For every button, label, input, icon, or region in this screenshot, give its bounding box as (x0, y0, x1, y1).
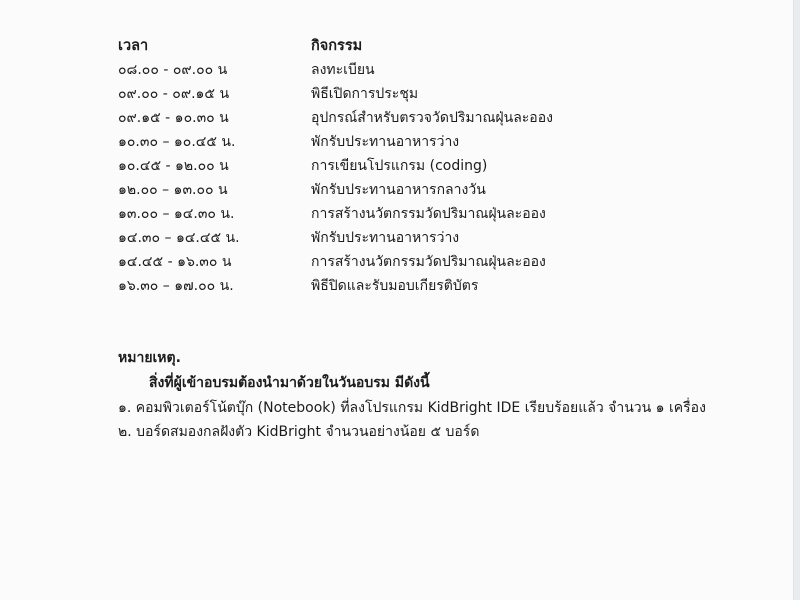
row-activity: การเขียนโปรแกรม (coding) (311, 158, 488, 174)
activity-column-header: กิจกรรม (311, 38, 363, 54)
row-activity: พักรับประทานอาหารว่าง (311, 230, 460, 246)
row-time: ๑๖.๓๐ – ๑๗.๐๐ น. (118, 278, 234, 294)
time-column-header: เวลา (118, 38, 149, 54)
row-activity: พิธีปิดและรับมอบเกียรติบัตร (311, 278, 479, 294)
row-time: ๑๒.๐๐ – ๑๓.๐๐ น (118, 182, 228, 198)
row-activity: อุปกรณ์สำหรับตรวจวัดปริมาณฝุ่นละออง (311, 110, 553, 126)
notes-item: ๑. คอมพิวเตอร์โน้ตบุ๊ก (Notebook) ที่ลงโปรแกรม KidBright IDE เรียบร้อยแล้ว จำนวน ๑ เครื่อง (118, 400, 706, 416)
row-time: ๑๔.๓๐ – ๑๔.๔๕ น. (118, 230, 240, 246)
row-activity: การสร้างนวัตกรรมวัดปริมาณฝุ่นละออง (311, 254, 546, 270)
notes-title: หมายเหตุ. (118, 350, 181, 366)
row-time: ๑๐.๓๐ – ๑๐.๔๕ น. (118, 134, 236, 150)
row-time: ๑๐.๔๕ - ๑๒.๐๐ น (118, 158, 229, 174)
row-time: ๐๙.๐๐ - ๐๙.๑๕ น (118, 86, 230, 102)
notes-item: ๒. บอร์ดสมองกลฝังตัว KidBright จำนวนอย่างน้อย ๕ บอร์ด (118, 424, 480, 440)
row-activity: ลงทะเบียน (311, 62, 375, 78)
row-activity: พักรับประทานอาหารกลางวัน (311, 182, 486, 198)
row-time: ๑๓.๐๐ – ๑๔.๓๐ น. (118, 206, 235, 222)
row-time: ๑๔.๔๕ - ๑๖.๓๐ น (118, 254, 232, 270)
row-activity: พิธีเปิดการประชุม (311, 86, 419, 102)
row-activity: การสร้างนวัตกรรมวัดปริมาณฝุ่นละออง (311, 206, 546, 222)
notes-section (118, 346, 706, 444)
row-time: ๐๙.๑๕ - ๑๐.๓๐ น (118, 110, 229, 126)
notes-subtitle: สิ่งที่ผู้เข้าอบรมต้องนำมาด้วยในวันอบรม มีดังนี้ (149, 375, 430, 391)
row-activity: พักรับประทานอาหารว่าง (311, 134, 460, 150)
row-time: ๐๘.๐๐ - ๐๙.๐๐ น (118, 62, 228, 78)
